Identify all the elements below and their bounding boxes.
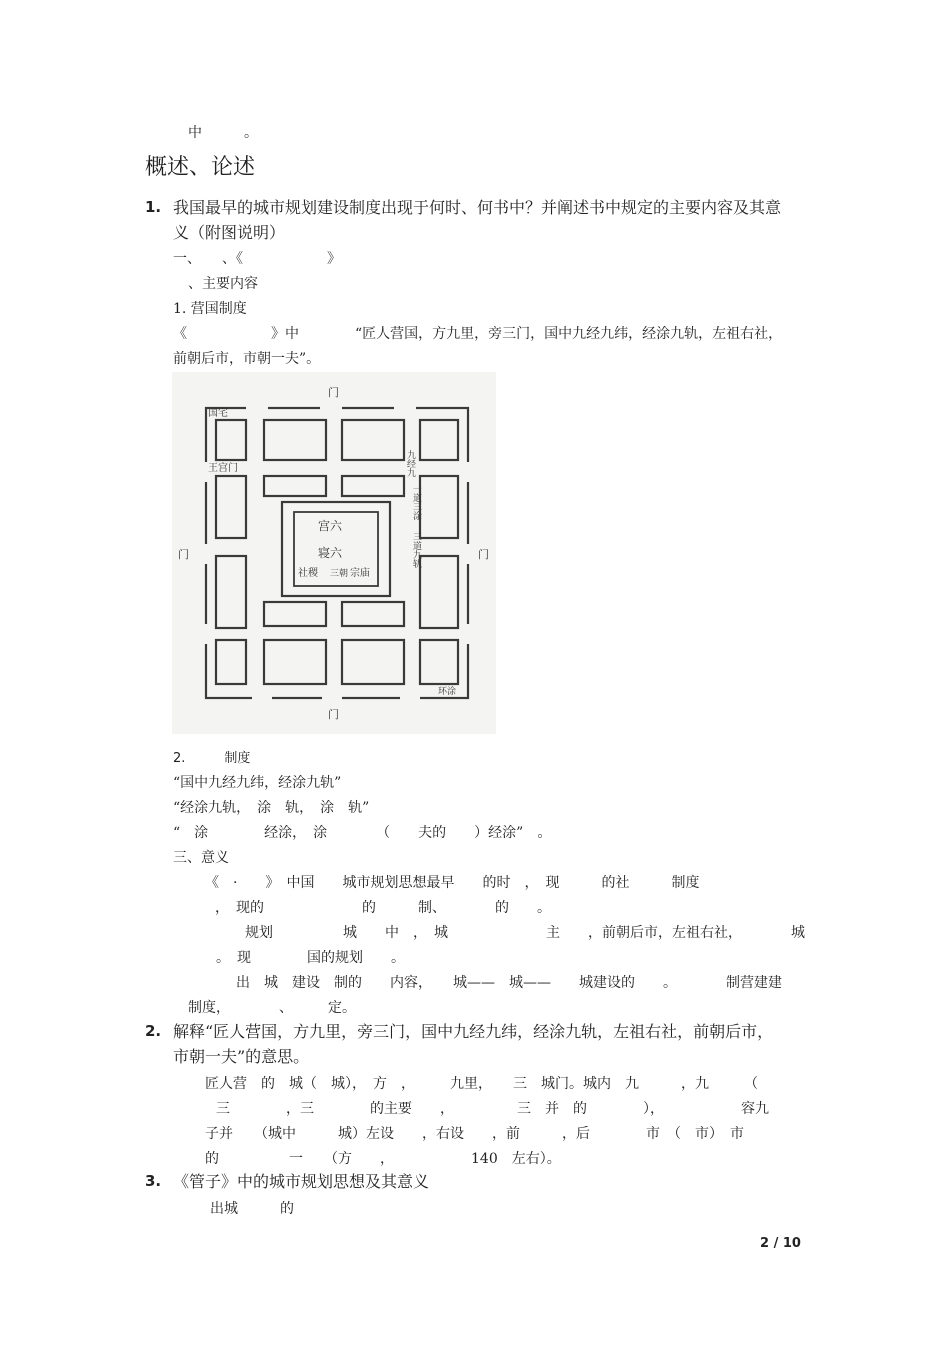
city-block xyxy=(216,476,246,538)
q1-answer-line: “经涂九轨， 涂 轨， 涂 轨” xyxy=(173,800,370,816)
city-block xyxy=(264,476,326,496)
q1-answer-line: 一、 、《 》 xyxy=(173,251,341,267)
figure-label: 国宅 xyxy=(208,408,228,419)
section-title: 概述、论述 xyxy=(145,155,256,180)
figure-label: 门 xyxy=(328,708,339,721)
q1-answer-line: “ 涂 经涂， 涂 （ 夫的 ）经涂” 。 xyxy=(173,825,552,841)
figure-label: 三道九轨 xyxy=(411,532,421,568)
figure-label: 门 xyxy=(328,386,339,399)
q1-answer-line: 前朝后市，市朝一夫”。 xyxy=(173,351,321,367)
city-block xyxy=(420,640,458,684)
figure-label: 环涂 xyxy=(438,687,457,697)
figure-label: 一道三涂 xyxy=(411,484,421,520)
q2-answer-line: 子并 （城中 城）左设 ，右设 ，前 ，后 市 （ 市） 市 xyxy=(205,1126,744,1142)
q1-answer-line: 、主要内容 xyxy=(188,276,258,292)
q1-text-line1: 我国最早的城市规划建设制度出现于何时、何书中？并阐述书中规定的主要内容及其意 xyxy=(173,198,782,217)
city-block xyxy=(264,640,326,684)
q2-answer-line: 的 一 （方 ， 140 左右）。 xyxy=(205,1151,561,1167)
figure-label: 九经九 xyxy=(405,450,415,477)
city-block xyxy=(342,476,404,496)
city-block xyxy=(420,556,458,628)
header-fragment: 中 。 xyxy=(188,125,258,141)
page-number: 2 / 10 xyxy=(760,1236,801,1251)
city-block xyxy=(216,640,246,684)
figure-label: 门 xyxy=(178,548,189,561)
figure-label: 宫六 xyxy=(318,519,343,533)
q1-answer-line: “国中九经九纬，经涂九轨” xyxy=(173,775,342,791)
city-block xyxy=(264,602,326,626)
q1-answer-line: 规划 城 中 ， 城 主 ，前朝后市，左祖右社， 城 xyxy=(245,925,805,941)
q1-answer-line: 三、意义 xyxy=(173,850,229,866)
q3-number: 3. xyxy=(145,1172,162,1190)
q2-answer-line: 三 ，三 的主要 ， 三 并 的 ）， 容九 xyxy=(216,1101,769,1117)
q2-text-line1: 解释“匠人营国，方九里，旁三门，国中九经九纬，经涂九轨，左祖右社，前朝后市， xyxy=(173,1022,774,1041)
q1-answer-line: 出 城 建设 制的 内容， 城—— 城—— 城建设的 。 制营建建 xyxy=(236,975,782,991)
q1-answer-line: 制度， 、 定。 xyxy=(188,1000,356,1016)
figure-label: 三朝 xyxy=(330,569,349,579)
city-block xyxy=(342,420,404,460)
q1-answer-line: 1. 营国制度 xyxy=(173,301,247,317)
q1-number: 1. xyxy=(145,198,162,216)
city-block xyxy=(342,602,404,626)
q3-text-line1: 《管子》中的城市规划思想及其意义 xyxy=(173,1172,430,1191)
q2-answer-line: 匠人营 的 城（ 城）， 方 ， 九里， 三 城门。城内 九 ，九 （ xyxy=(205,1076,758,1092)
city-block xyxy=(216,420,246,460)
figure-label: 门 xyxy=(478,548,489,561)
q1-answer-line: ， 现的 的 制、 的 。 xyxy=(215,900,551,916)
q1-answer-line: 《 》中 “匠人营国，方九里，旁三门，国中九经九纬，经涂九轨，左祖右社， xyxy=(173,326,783,342)
city-block xyxy=(420,476,458,538)
q1-answer-line: 《 · 》 中国 城市规划思想最早 的时 ， 现 的社 制度 xyxy=(205,875,700,891)
figure-label: 社稷 xyxy=(298,568,318,579)
q3-answer-line: 出城 的 xyxy=(210,1201,294,1217)
city-block xyxy=(342,640,404,684)
q2-number: 2. xyxy=(145,1022,162,1040)
figure-label: 王宫门 xyxy=(208,463,238,474)
figure-label: 宗庙 xyxy=(350,568,370,579)
q2-text-line2: 市朝一夫”的意思。 xyxy=(173,1047,310,1066)
q1-answer-line: 。 现 国的规划 。 xyxy=(216,950,405,966)
city-block xyxy=(264,420,326,460)
q1-answer-line: 2. 制度 xyxy=(173,751,251,766)
city-block xyxy=(216,556,246,628)
q1-text-line2: 义（附图说明） xyxy=(173,223,286,242)
figure-label: 寝六 xyxy=(318,546,343,560)
city-block xyxy=(420,420,458,460)
city-plan-figure xyxy=(172,372,496,734)
